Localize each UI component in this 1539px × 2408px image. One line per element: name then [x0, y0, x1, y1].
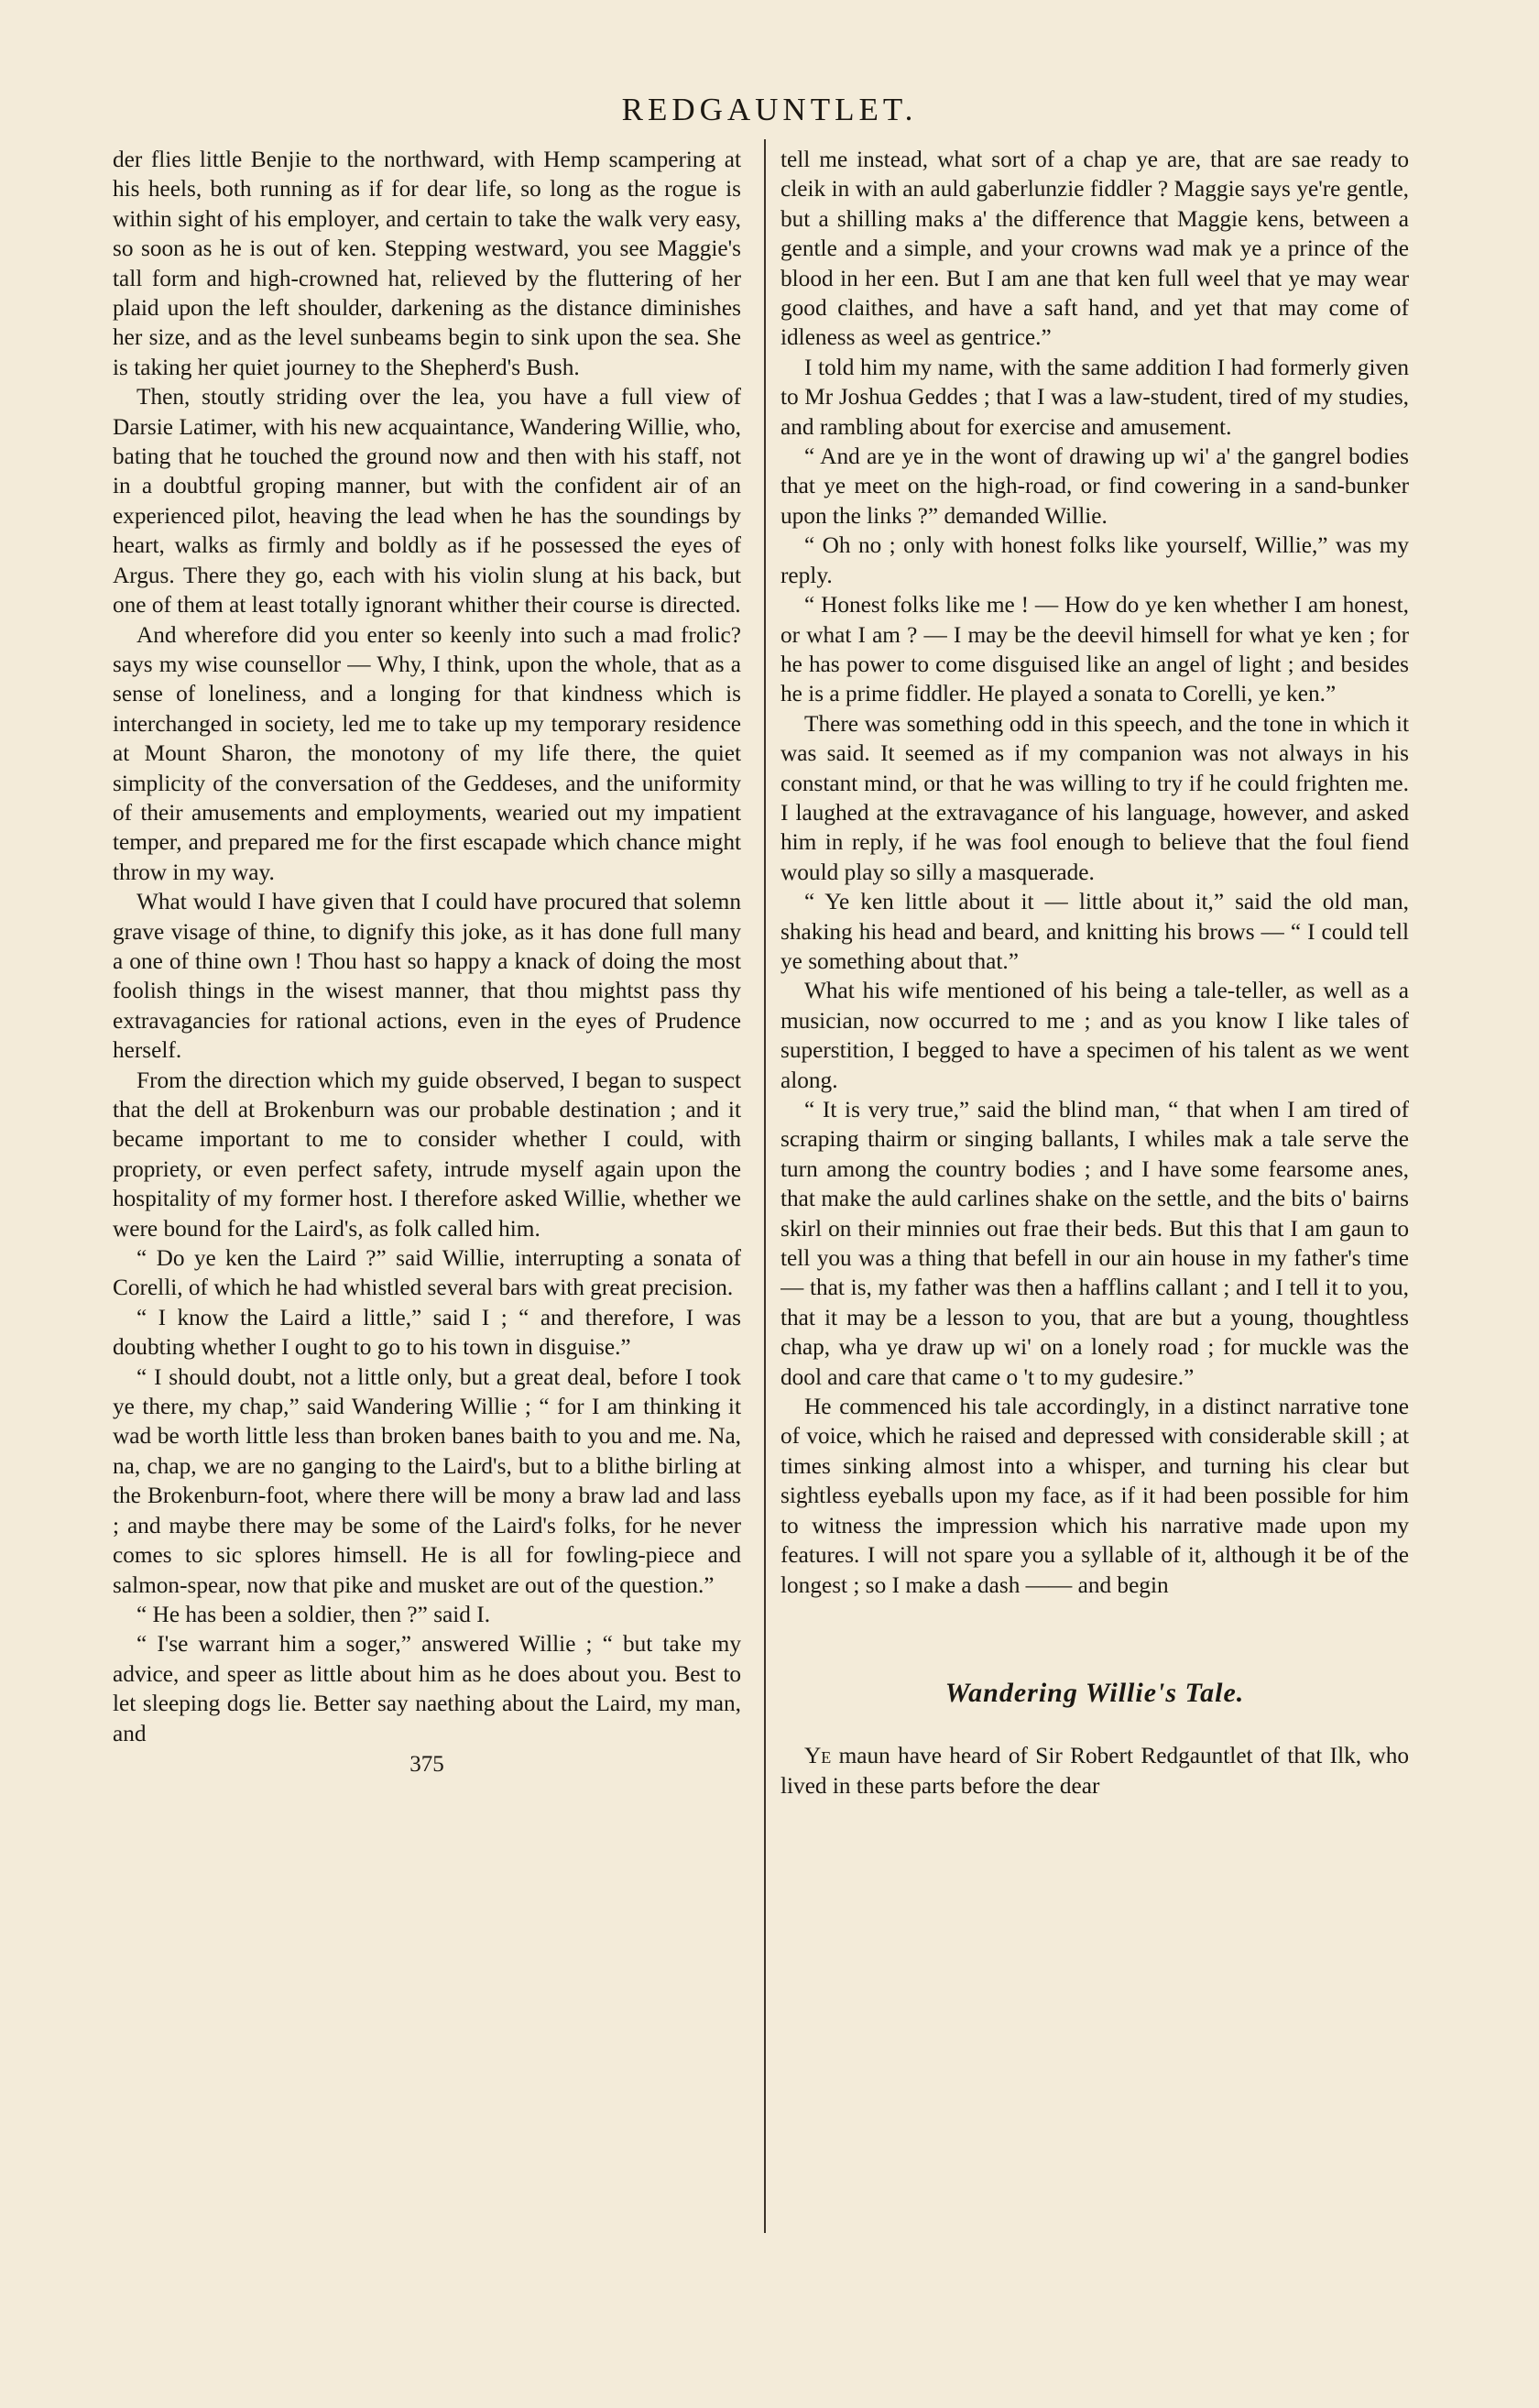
tale-opening-paragraph: [780, 1741, 1409, 1801]
paragraph: “ I should doubt, not a little only, but a great deal, before I took ye there, my chap,” said Wandering Willie ; “ for I am thinking it wad be worth little less than broken banes baith to you and me. Na, na, chap, we are no ganging to the Laird's, but to a blithe birling at the Brokenburn-foot, where there will be mony a braw lad and lass ; and maybe there may be some of the Laird's folks, for he never comes to sic splores himsell. He is all for fowling-piece and salmon-spear, now that pike and musket are out of the question.”: [113, 1363, 741, 1598]
column-divider: [764, 139, 766, 2233]
paragraph: There was something odd in this speech, and the tone in which it was said. It seemed as if my companion was not always in his constant mind, or that he was willing to try if he could frighten me. I laughed at the extravagance of his language, however, and asked him in reply, if he was fool enough to believe that the foul fiend would play so silly a masquerade.: [780, 710, 1409, 885]
paragraph: “ Oh no ; only with honest folks like yourself, Willie,” was my reply.: [780, 532, 1409, 588]
running-title: REDGAUNTLET.: [621, 92, 918, 127]
paragraph: “ I'se warrant him a soger,” answered Willie ; “ but take my advice, and speer as little about him as he does about you. Best to let sleeping dogs lie. Better say naething about the Laird, my man, and: [113, 1631, 741, 1746]
paragraph: “ And are ye in the wont of drawing up wi' a' the gangrel bodies that ye meet on the high-road, or find cowering in a sand-bunker upon the links ?” demanded Willie.: [780, 443, 1409, 529]
paragraph: “ Ye ken little about it — little about it,” said the old man, shaking his head and beard, and knitting his brows — “ I could tell ye something about that.”: [780, 889, 1409, 974]
section-heading: Wandering Willie's Tale.: [944, 1677, 1245, 1708]
paragraph: “ Honest folks like me ! — How do ye ken whether I am honest, or what I am ? — I may be the deevil himsell for what ye ken ; for he has power to come disguised like an angel of light ; and besides he is a prime fiddler. He played a sonata to Corelli, ye ken.”: [780, 592, 1409, 707]
paragraph: I told him my name, with the same addition I had formerly given to Mr Joshua Geddes ; that I was a law-student, tired of my studies, and rambling about for exercise and amusement.: [780, 354, 1409, 440]
paragraph: Then, stoutly striding over the lea, you have a full view of Darsie Latimer, with his new acquaintance, Wandering Willie, who, bating that he touched the ground now and then with his staff, not in a doubtful groping manner, but with the confident air of an experienced pilot, heaving the lead when he has the soundings by heart, walks as firmly and boldly as if he possessed the eyes of Argus. There they go, each with his violin slung at his back, but one of them at least totally ignorant whither their course is directed.: [113, 384, 741, 618]
paragraph: tell me instead, what sort of a chap ye are, that are sae ready to cleik in with an auld gaberlunzie fiddler ? Maggie says ye're gentle, but a shilling maks a' the difference that Maggie kens, between a gentle and a simple, and your crowns wad mak ye a prince of the blood in her een. But I am ane that ken full weel that ye may wear good claithes, and have a saft hand, and yet that may come of idleness as weel as gentrice.”: [780, 147, 1409, 351]
paragraph: What his wife mentioned of his being a tale-teller, as well as a musician, now occurred to me ; and as you know I like tales of superstition, I begged to have a specimen of his talent as we went along.: [780, 978, 1409, 1093]
paragraph: He commenced his tale accordingly, in a distinct narrative tone of voice, which he raised and depressed with considerable skill ; at times sinking almost into a whisper, and turning his clear but sightless eyeballs upon my face, as if it had been possible for him to witness the impression which his narrative made upon my features. I will not spare you a syllable of it, although it be of the longest ; so I make a dash —— and begin: [780, 1394, 1409, 1598]
paragraph: From the direction which my guide observed, I began to suspect that the dell at Brokenburn was our probable destination ; and it became important to me to consider whether I could, with propriety, or even perfect safety, intrude myself again upon the hospitality of my former host. I therefore asked Willie, whether we were bound for the Laird's, as folk called him.: [113, 1067, 741, 1242]
paragraph: What would I have given that I could have procured that solemn grave visage of thine, to dignify this joke, as it has done full many a one of thine own ! Thou hast so happy a knack of doing the most foolish things in the wisest manner, that thou mightst pass thy extravagancies for rational actions, even in the eyes of Prudence herself.: [113, 889, 741, 1064]
tale-opening-text: maun have heard of Sir Robert Redgauntlet of that Ilk, who lived in these parts before the dear: [780, 1743, 1409, 1799]
paragraph: “ I know the Laird a little,” said I ; “ and therefore, I was doubting whether I ought to go to his town in disguise.”: [113, 1304, 741, 1361]
tale-opening-word: Ye: [804, 1743, 832, 1769]
paragraph: “ Do ye ken the Laird ?” said Willie, interrupting a sonata of Corelli, of which he had whistled several bars with great precision.: [113, 1245, 741, 1301]
paragraph: “ It is very true,” said the blind man, “ that when I am tired of scraping thairm or singing ballants, I whiles mak a tale serve the turn among the country bodies ; and I have some fearsome anes, that make the auld carlines shake on the settle, and the bits o' bairns skirl on their minnies out frae their beds. But this that I am gaun to tell you was a thing that befell in our ain house in my father's time — that is, my father was then a hafflins callant ; and I tell it to you, that it may be a lesson to you, that are but a young, thoughtless chap, wha ye draw up wi' on a lonely road ; for muckle was the dool and care that came o 't to my gudesire.”: [780, 1097, 1409, 1390]
right-column: [780, 145, 1409, 2307]
page-number: 375: [409, 1751, 444, 1777]
left-column: [113, 145, 741, 2307]
paragraph: der flies little Benjie to the northward, with Hemp scampering at his heels, both running as if for dear life, so long as the rogue is within sight of his employer, and certain to take the walk very easy, so soon as he is out of ken. Stepping westward, you see Maggie's tall form and high-crowned hat, relieved by the fluttering of her plaid upon the left shoulder, darkening as the distance diminishes her size, and as the level sunbeams begin to sink upon the sea. She is taking her quiet journey to the Shepherd's Bush.: [113, 147, 741, 380]
paragraph: “ He has been a soldier, then ?” said I.: [136, 1601, 491, 1627]
paragraph: And wherefore did you enter so keenly into such a mad frolic? says my wise counsellor — Why, I think, upon the whole, that as a sense of loneliness, and a longing for that kindness which is interchanged in society, led me to take up my temporary residence at Mount Sharon, the monotony of my life there, the quiet simplicity of the conversation of the Geddeses, and the uniformity of their amusements and employments, wearied out my impatient temper, and prepared me for the first escapade which chance might throw in my way.: [113, 621, 741, 885]
